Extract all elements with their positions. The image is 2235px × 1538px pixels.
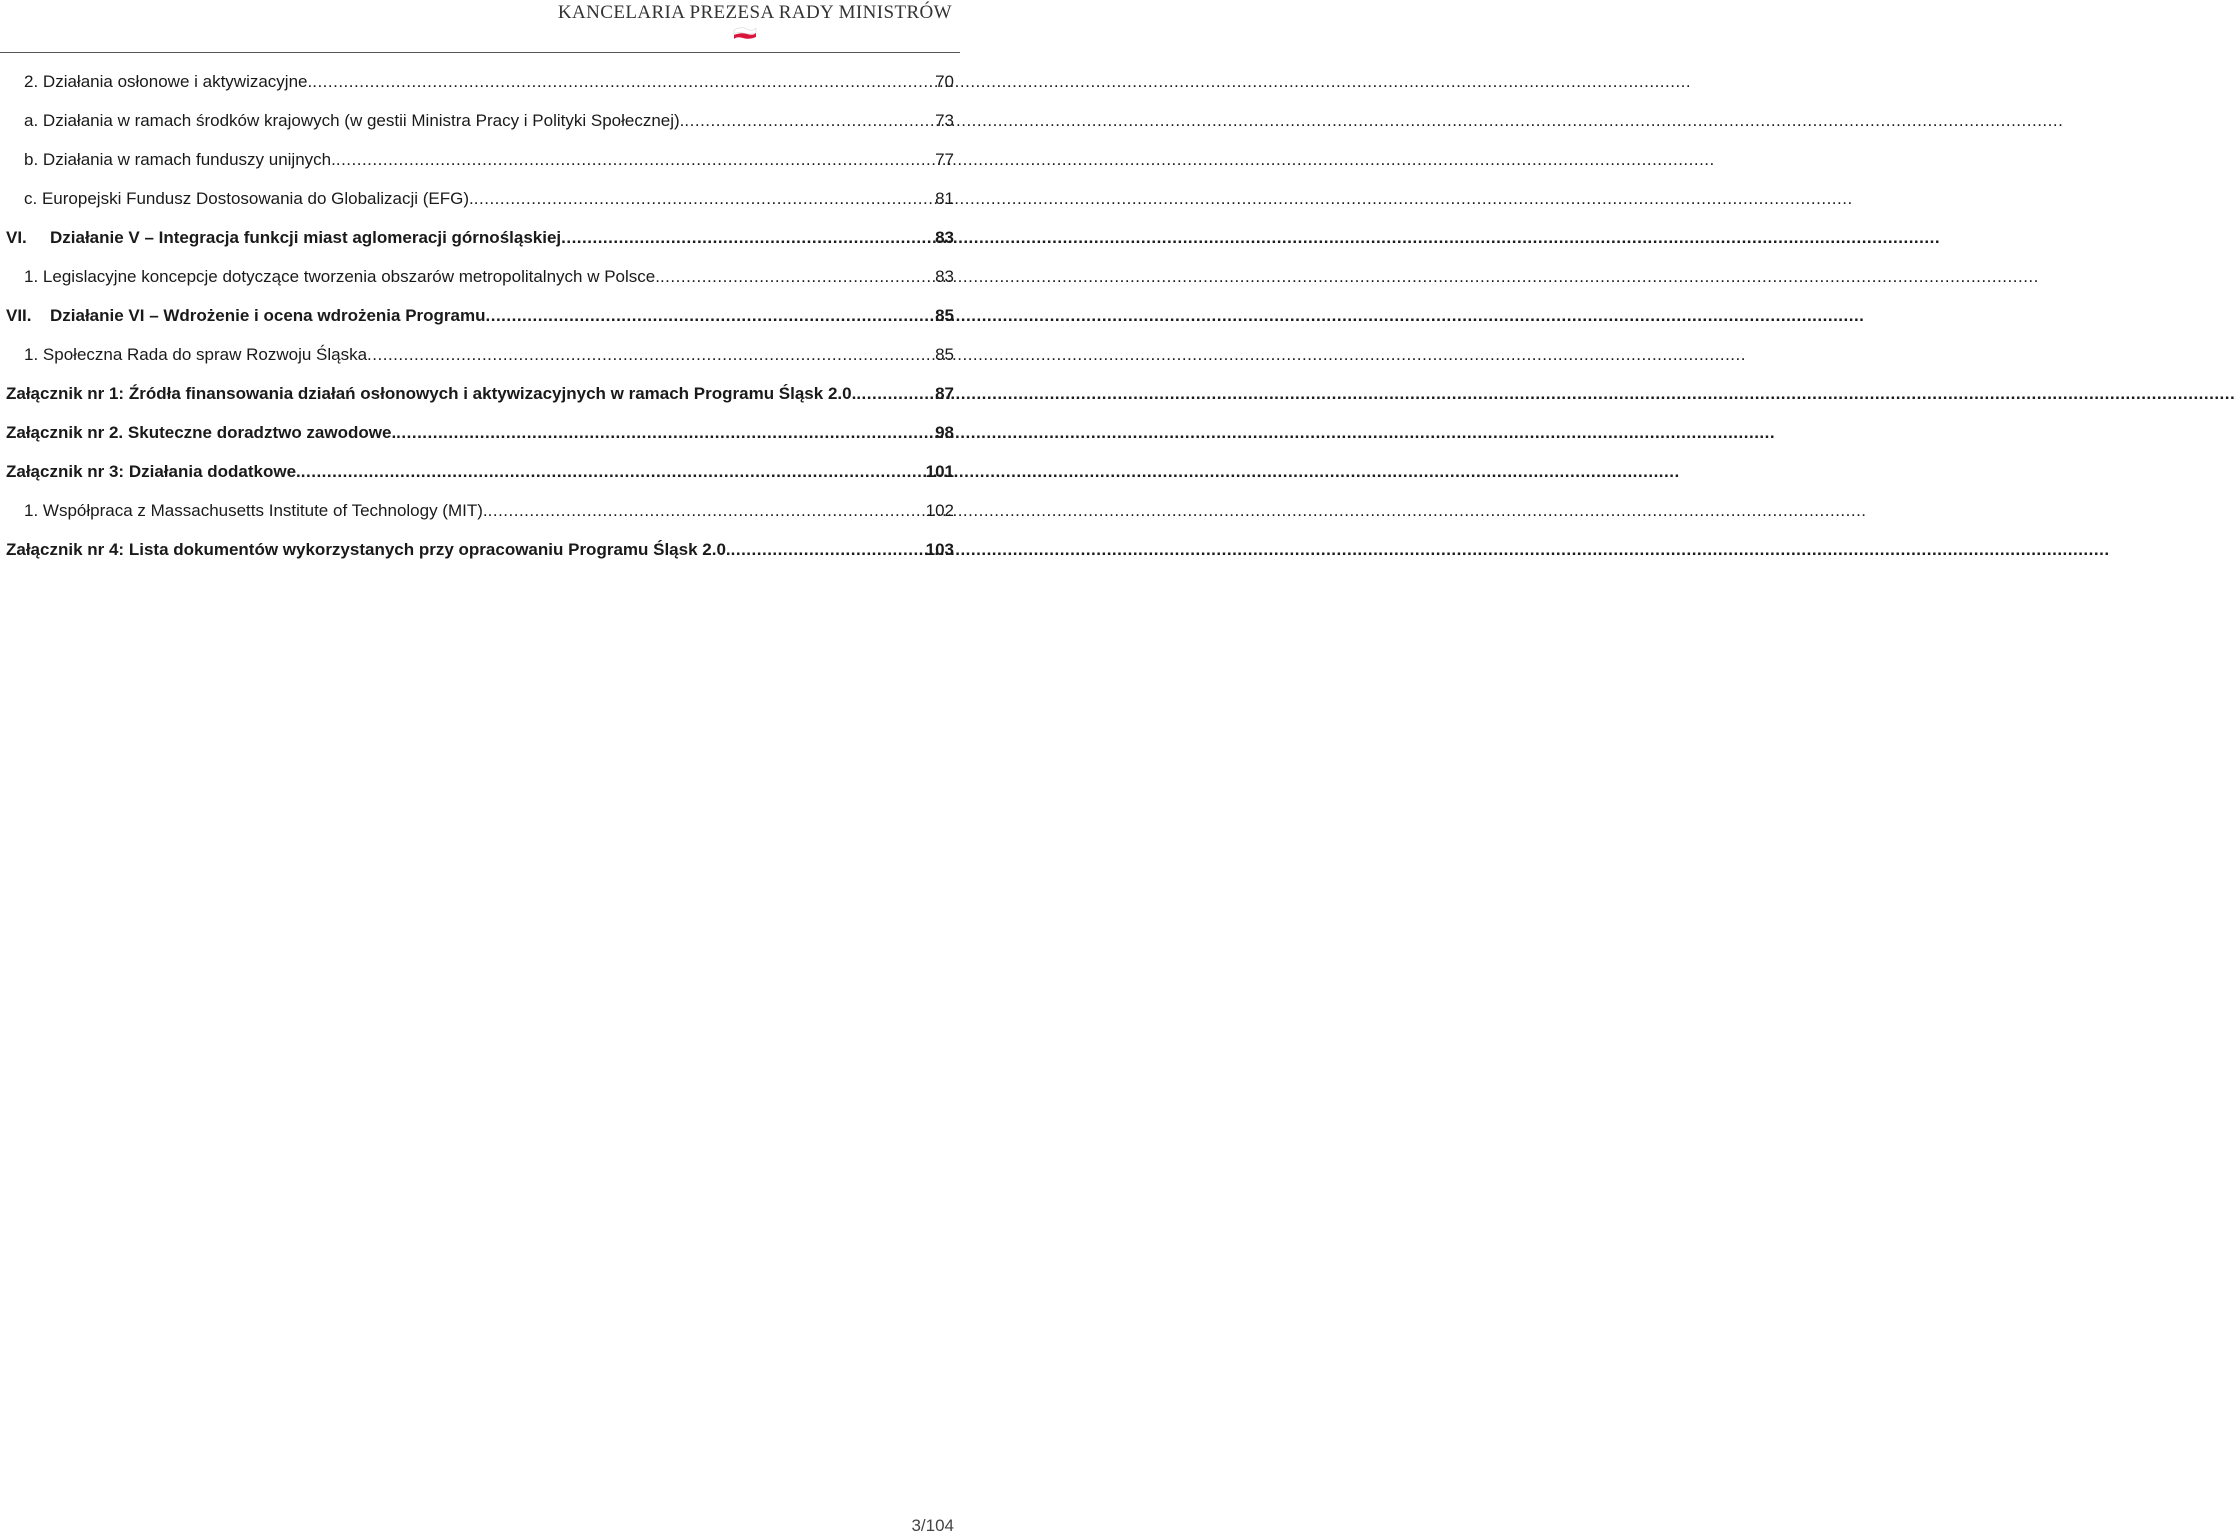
toc-entry-page: 101 — [925, 462, 954, 481]
toc-entry-title: Działania dodatkowe. — [128, 462, 301, 481]
toc-entry-title: Współpraca z Massachusetts Institute of Technology (MIT). — [42, 501, 488, 520]
toc-entry[interactable] — [0, 62, 954, 101]
toc-entry-number: Załącznik nr 4: — [6, 540, 125, 559]
toc-entry-number: b. — [24, 150, 39, 169]
toc-entry-page: 73 — [935, 111, 954, 130]
toc-entry-title: Działania w ramach środków krajowych (w gestii Ministra Pracy i Polityki Społecznej). — [42, 111, 685, 130]
polish-flag-icon — [733, 26, 757, 40]
toc-entry-title: Legislacyjne koncepcje dotyczące tworzenia obszarów metropolitalnych w Polsce. — [42, 267, 660, 286]
toc-entry[interactable] — [0, 101, 954, 140]
toc-entry[interactable] — [0, 296, 954, 335]
toc-entry-page: 87 — [935, 384, 954, 403]
toc-entry-title: Lista dokumentów wykorzystanych przy opracowaniu Programu Śląsk 2.0. — [128, 540, 731, 559]
toc-leader-dots — [486, 296, 936, 335]
toc-entry[interactable] — [0, 374, 954, 413]
page-number: 3/104 — [911, 1516, 954, 1535]
table-of-contents — [0, 62, 960, 569]
toc-entry-number: 2. — [24, 72, 39, 91]
toc-entry[interactable] — [0, 218, 954, 257]
toc-entry-number: 1. — [24, 501, 39, 520]
toc-entry[interactable] — [0, 179, 954, 218]
toc-entry-page: 81 — [935, 189, 954, 208]
toc-leader-dots — [336, 140, 935, 179]
toc-entry-number: c. — [24, 189, 38, 208]
toc-leader-dots — [367, 335, 935, 374]
toc-entry[interactable] — [0, 530, 954, 569]
toc-leader-dots — [684, 101, 935, 140]
toc-entry-title: Europejski Fundusz Dostosowania do Globalizacji (EFG). — [41, 189, 474, 208]
toc-entry-page: 85 — [935, 345, 954, 364]
toc-entry-page: 103 — [925, 540, 954, 559]
toc-entry[interactable] — [0, 257, 954, 296]
toc-entry-number: a. — [24, 111, 39, 130]
toc-entry-page: 77 — [935, 150, 954, 169]
header-title: KANCELARIA PREZESA RADY MINISTRÓW — [557, 2, 952, 23]
toc-entry-page: 85 — [935, 306, 954, 325]
toc-entry-number: VI. — [6, 228, 27, 247]
page-header — [0, 0, 960, 54]
toc-leader-dots — [731, 530, 926, 569]
toc-entry-title: Źródła finansowania działań osłonowych i aktywizacyjnych w ramach Programu Śląsk 2.0. — [128, 384, 857, 403]
toc-entry-number: 1. — [24, 267, 39, 286]
header-divider — [0, 52, 960, 53]
toc-leader-dots — [561, 218, 935, 257]
toc-leader-dots — [856, 374, 935, 413]
toc-leader-dots — [488, 491, 926, 530]
toc-leader-dots — [312, 62, 935, 101]
toc-entry-number: VII. — [6, 306, 32, 325]
toc-entry-page: 102 — [925, 501, 954, 520]
toc-entry-page: 98 — [935, 423, 954, 442]
toc-entry-title: Działanie VI – Wdrożenie i ocena wdrożenia Programu — [50, 306, 486, 325]
toc-entry-title: Działanie V – Integracja funkcji miast aglomeracji górnośląskiej — [50, 228, 562, 247]
toc-leader-dots — [301, 452, 926, 491]
toc-entry[interactable] — [0, 140, 954, 179]
toc-entry-page: 70 — [935, 72, 954, 91]
toc-entry-number: 1. — [24, 345, 39, 364]
toc-entry-number: Załącznik nr 1: — [6, 384, 125, 403]
toc-entry-page: 83 — [935, 267, 954, 286]
toc-entry-page: 83 — [935, 228, 954, 247]
toc-leader-dots — [474, 179, 935, 218]
toc-entry-title: Skuteczne doradztwo zawodowe. — [127, 423, 397, 442]
toc-entry[interactable] — [0, 491, 954, 530]
toc-entry-title: Działania osłonowe i aktywizacyjne. — [42, 72, 313, 91]
toc-entry[interactable] — [0, 335, 954, 374]
toc-entry-number: Załącznik nr 3: — [6, 462, 125, 481]
toc-entry[interactable] — [0, 452, 954, 491]
toc-entry[interactable] — [0, 413, 954, 452]
toc-entry-number: Załącznik nr 2. — [6, 423, 124, 442]
toc-leader-dots — [660, 257, 935, 296]
toc-entry-title: Działania w ramach funduszy unijnych. — [42, 150, 336, 169]
toc-entry-title: Społeczna Rada do spraw Rozwoju Śląska — [42, 345, 368, 364]
toc-leader-dots — [396, 413, 935, 452]
